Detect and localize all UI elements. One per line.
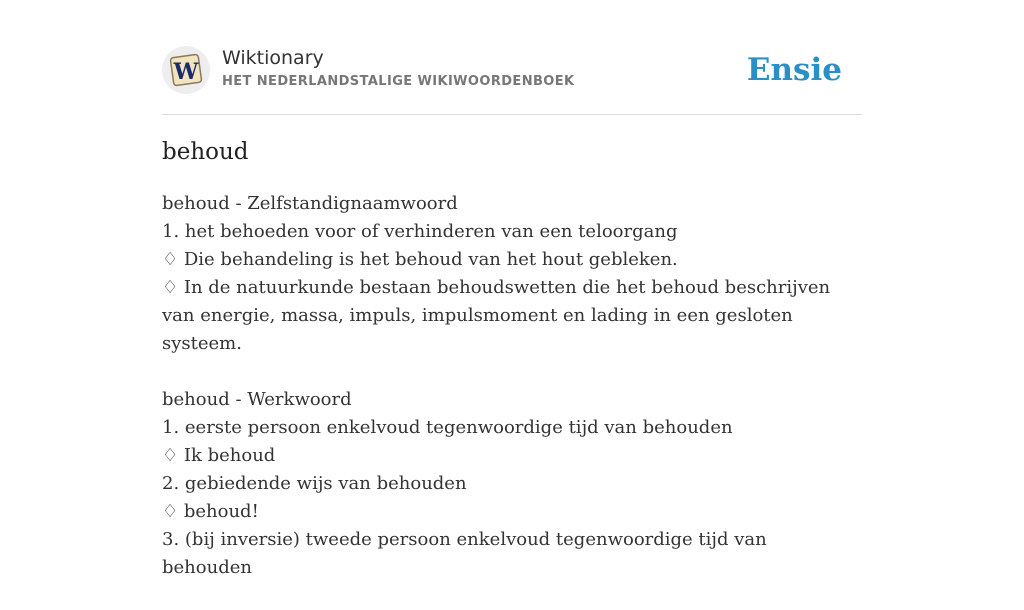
definition-line: 2. gebiedende wijs van behouden (162, 473, 467, 494)
definitions (162, 190, 862, 610)
wiktionary-logo-icon[interactable] (162, 46, 210, 94)
example-line: ♢ Die behandeling is het behoud van het hout gebleken. (162, 249, 678, 270)
site-name[interactable]: Wiktionary (222, 47, 324, 69)
definition-line: 1. eerste persoon enkelvoud tegenwoordige tijd van behouden (162, 417, 733, 438)
entry-verb (162, 386, 862, 582)
entry-heading: behoud - Zelfstandignaamwoord (162, 193, 458, 214)
site-tagline: HET NEDERLANDSTALIGE WIKIWOORDENBOEK (222, 74, 575, 89)
entry-heading: behoud - Werkwoord (162, 389, 352, 410)
definition-line: 1. het behoeden voor of verhinderen van een teloorgang (162, 221, 678, 242)
example-line: ♢ behoud! (162, 501, 259, 522)
example-line: ♢ Ik behoud (162, 445, 276, 466)
logo-letter: W (173, 59, 199, 85)
example-line: ♢ In de natuurkunde bestaan behoudswetten die het behoud beschrijven van energie, massa, impuls, impulsmoment en lading in een gesloten systeem. (162, 277, 831, 354)
site-header (162, 46, 862, 115)
entry-noun (162, 190, 862, 358)
definition-line: 3. (bij inversie) tweede persoon enkelvoud tegenwoordige tijd van behouden (162, 529, 767, 578)
word-title: behoud (162, 139, 249, 165)
ensie-brand-link[interactable]: Ensie (746, 52, 842, 88)
